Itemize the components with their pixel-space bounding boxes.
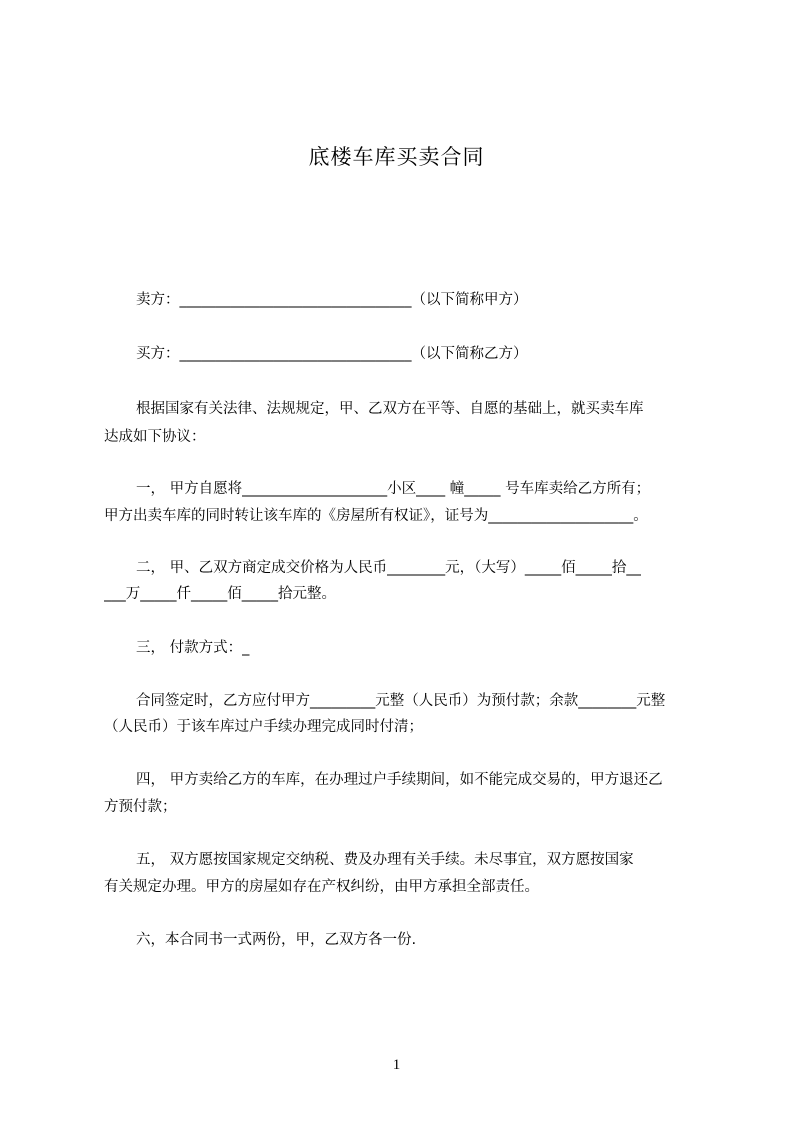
- clause-4-line-1: 四， 甲方卖给乙方的车库，在办理过户手续期间，如不能完成交易的，甲方退还乙: [136, 772, 663, 788]
- clause-2-line-1: 二， 甲、乙双方商定成交价格为人民币________元，（大写）_____佰_____拾__: [136, 560, 641, 576]
- clause-2-line-2: ___万_____仟_____佰_____拾元整。: [104, 586, 336, 602]
- seller-line: 卖方：________________________________（以下简称甲方）: [136, 292, 528, 308]
- clause-5-line-1: 五， 双方愿按国家规定交纳税、费及办理有关手续。未尽事宜，双方愿按国家: [136, 852, 634, 868]
- clause-5-line-2: 有关规定办理。甲方的房屋如存在产权纠纷，由甲方承担全部责任。: [104, 879, 539, 895]
- document-title: 底楼车库买卖合同: [308, 145, 485, 169]
- clause-1-line-1: 一， 甲方自愿将____________________小区____ 幢_____ 号车库卖给乙方所有；: [136, 481, 651, 497]
- payment-line-2: （人民币）于该车库过户手续办理完成同时付清；: [104, 719, 423, 735]
- clause-1-line-2: 甲方出卖车库的同时转让该车库的《房屋所有权证》，证号为____________________。: [104, 508, 648, 524]
- page-number: 1: [392, 1057, 401, 1073]
- clause-3-line: 三， 付款方式：_: [136, 640, 250, 656]
- payment-line-1: 合同签定时，乙方应付甲方_________元整（人民币）为预付款；余款________元整: [136, 693, 666, 709]
- preamble-line-1: 根据国家有关法律、法规规定，甲、乙双方在平等、自愿的基础上，就买卖车库: [136, 401, 644, 417]
- preamble-line-2: 达成如下协议：: [104, 429, 206, 445]
- clause-6-line: 六，本合同书一式两份，甲，乙双方各一份.: [136, 932, 417, 948]
- clause-4-line-2: 方预付款；: [104, 799, 177, 815]
- buyer-line: 买方：________________________________（以下简称乙方）: [136, 346, 528, 362]
